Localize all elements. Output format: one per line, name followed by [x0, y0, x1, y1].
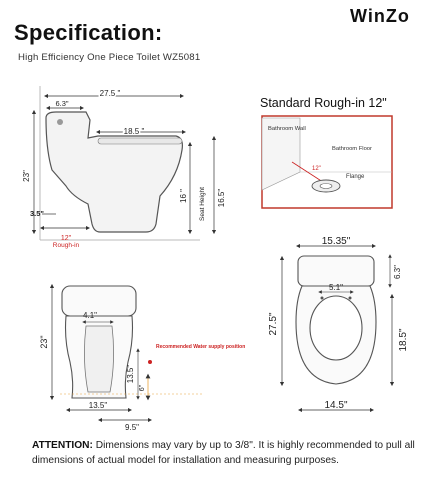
- flush-button-icon: [57, 119, 63, 125]
- supply-note-line: Recommended Water supply position: [156, 344, 246, 350]
- seat-height-value: 16.5": [217, 188, 226, 208]
- rough-in-title: Standard Rough-in 12": [260, 96, 387, 110]
- top-tank-depth-label: 6.3": [393, 265, 402, 279]
- supply-offset-label: 9.5": [125, 423, 139, 432]
- overall-length-label: 27.5 ": [99, 89, 121, 98]
- rough-in-label: Rough-in: [52, 242, 80, 249]
- attention-note: [32, 438, 428, 468]
- wall-label: Bathroom Wall: [268, 126, 306, 132]
- overall-height-label: 23": [22, 170, 31, 182]
- seat-opening: [310, 296, 362, 360]
- top-view: [268, 236, 409, 411]
- top-bowl-length-label: 18.5": [398, 328, 409, 352]
- floor-label: Bathroom Floor: [332, 146, 372, 152]
- top-overall-length-label: 27.5": [268, 312, 279, 336]
- brand-logo: WinZo: [350, 6, 410, 26]
- supply-height-label: 6": [139, 384, 146, 392]
- front-tank-outline: [62, 286, 136, 316]
- front-height-label: 23": [39, 335, 49, 349]
- seat-lid: [98, 138, 182, 144]
- product-subtitle: High Efficiency One Piece Toilet WZ5081: [18, 52, 201, 63]
- toilet-side-outline: [46, 112, 182, 232]
- supply-point-icon: [148, 360, 152, 364]
- front-view: [39, 286, 245, 432]
- tank-depth-label: 6.3": [55, 99, 69, 108]
- bowl-length-label: 18.5 ": [123, 127, 145, 136]
- base-width-label: 13.5": [88, 401, 108, 410]
- page-title: Specification:: [14, 20, 163, 45]
- trapway-outline: [84, 326, 113, 392]
- rough-in-diagram: [262, 116, 392, 208]
- hole-spacing-label: 5.1": [329, 283, 343, 292]
- rough-in-value: 12": [60, 235, 72, 242]
- outlet-width-label: 4.1": [83, 311, 97, 320]
- tank-width-label: 15.35": [321, 236, 351, 247]
- attention-label: ATTENTION:: [32, 440, 93, 451]
- side-view: [22, 86, 226, 249]
- attention-text: Dimensions may vary by up to 3/8". It is highly recommended to pull all dimensions of actual model for installation and measuring purposes.: [32, 440, 415, 466]
- base-offset-label: 3.5": [30, 209, 44, 218]
- seat-height-label: Seat Height: [199, 187, 206, 221]
- flange-label: Flange: [346, 174, 365, 180]
- bowl-height-label: 16 ": [179, 189, 188, 203]
- rough-in-distance-label: 12": [312, 166, 321, 172]
- bowl-width-label: 14.5": [324, 400, 348, 411]
- center-height-label: 13.5": [126, 364, 135, 384]
- tank-top-outline: [298, 256, 374, 286]
